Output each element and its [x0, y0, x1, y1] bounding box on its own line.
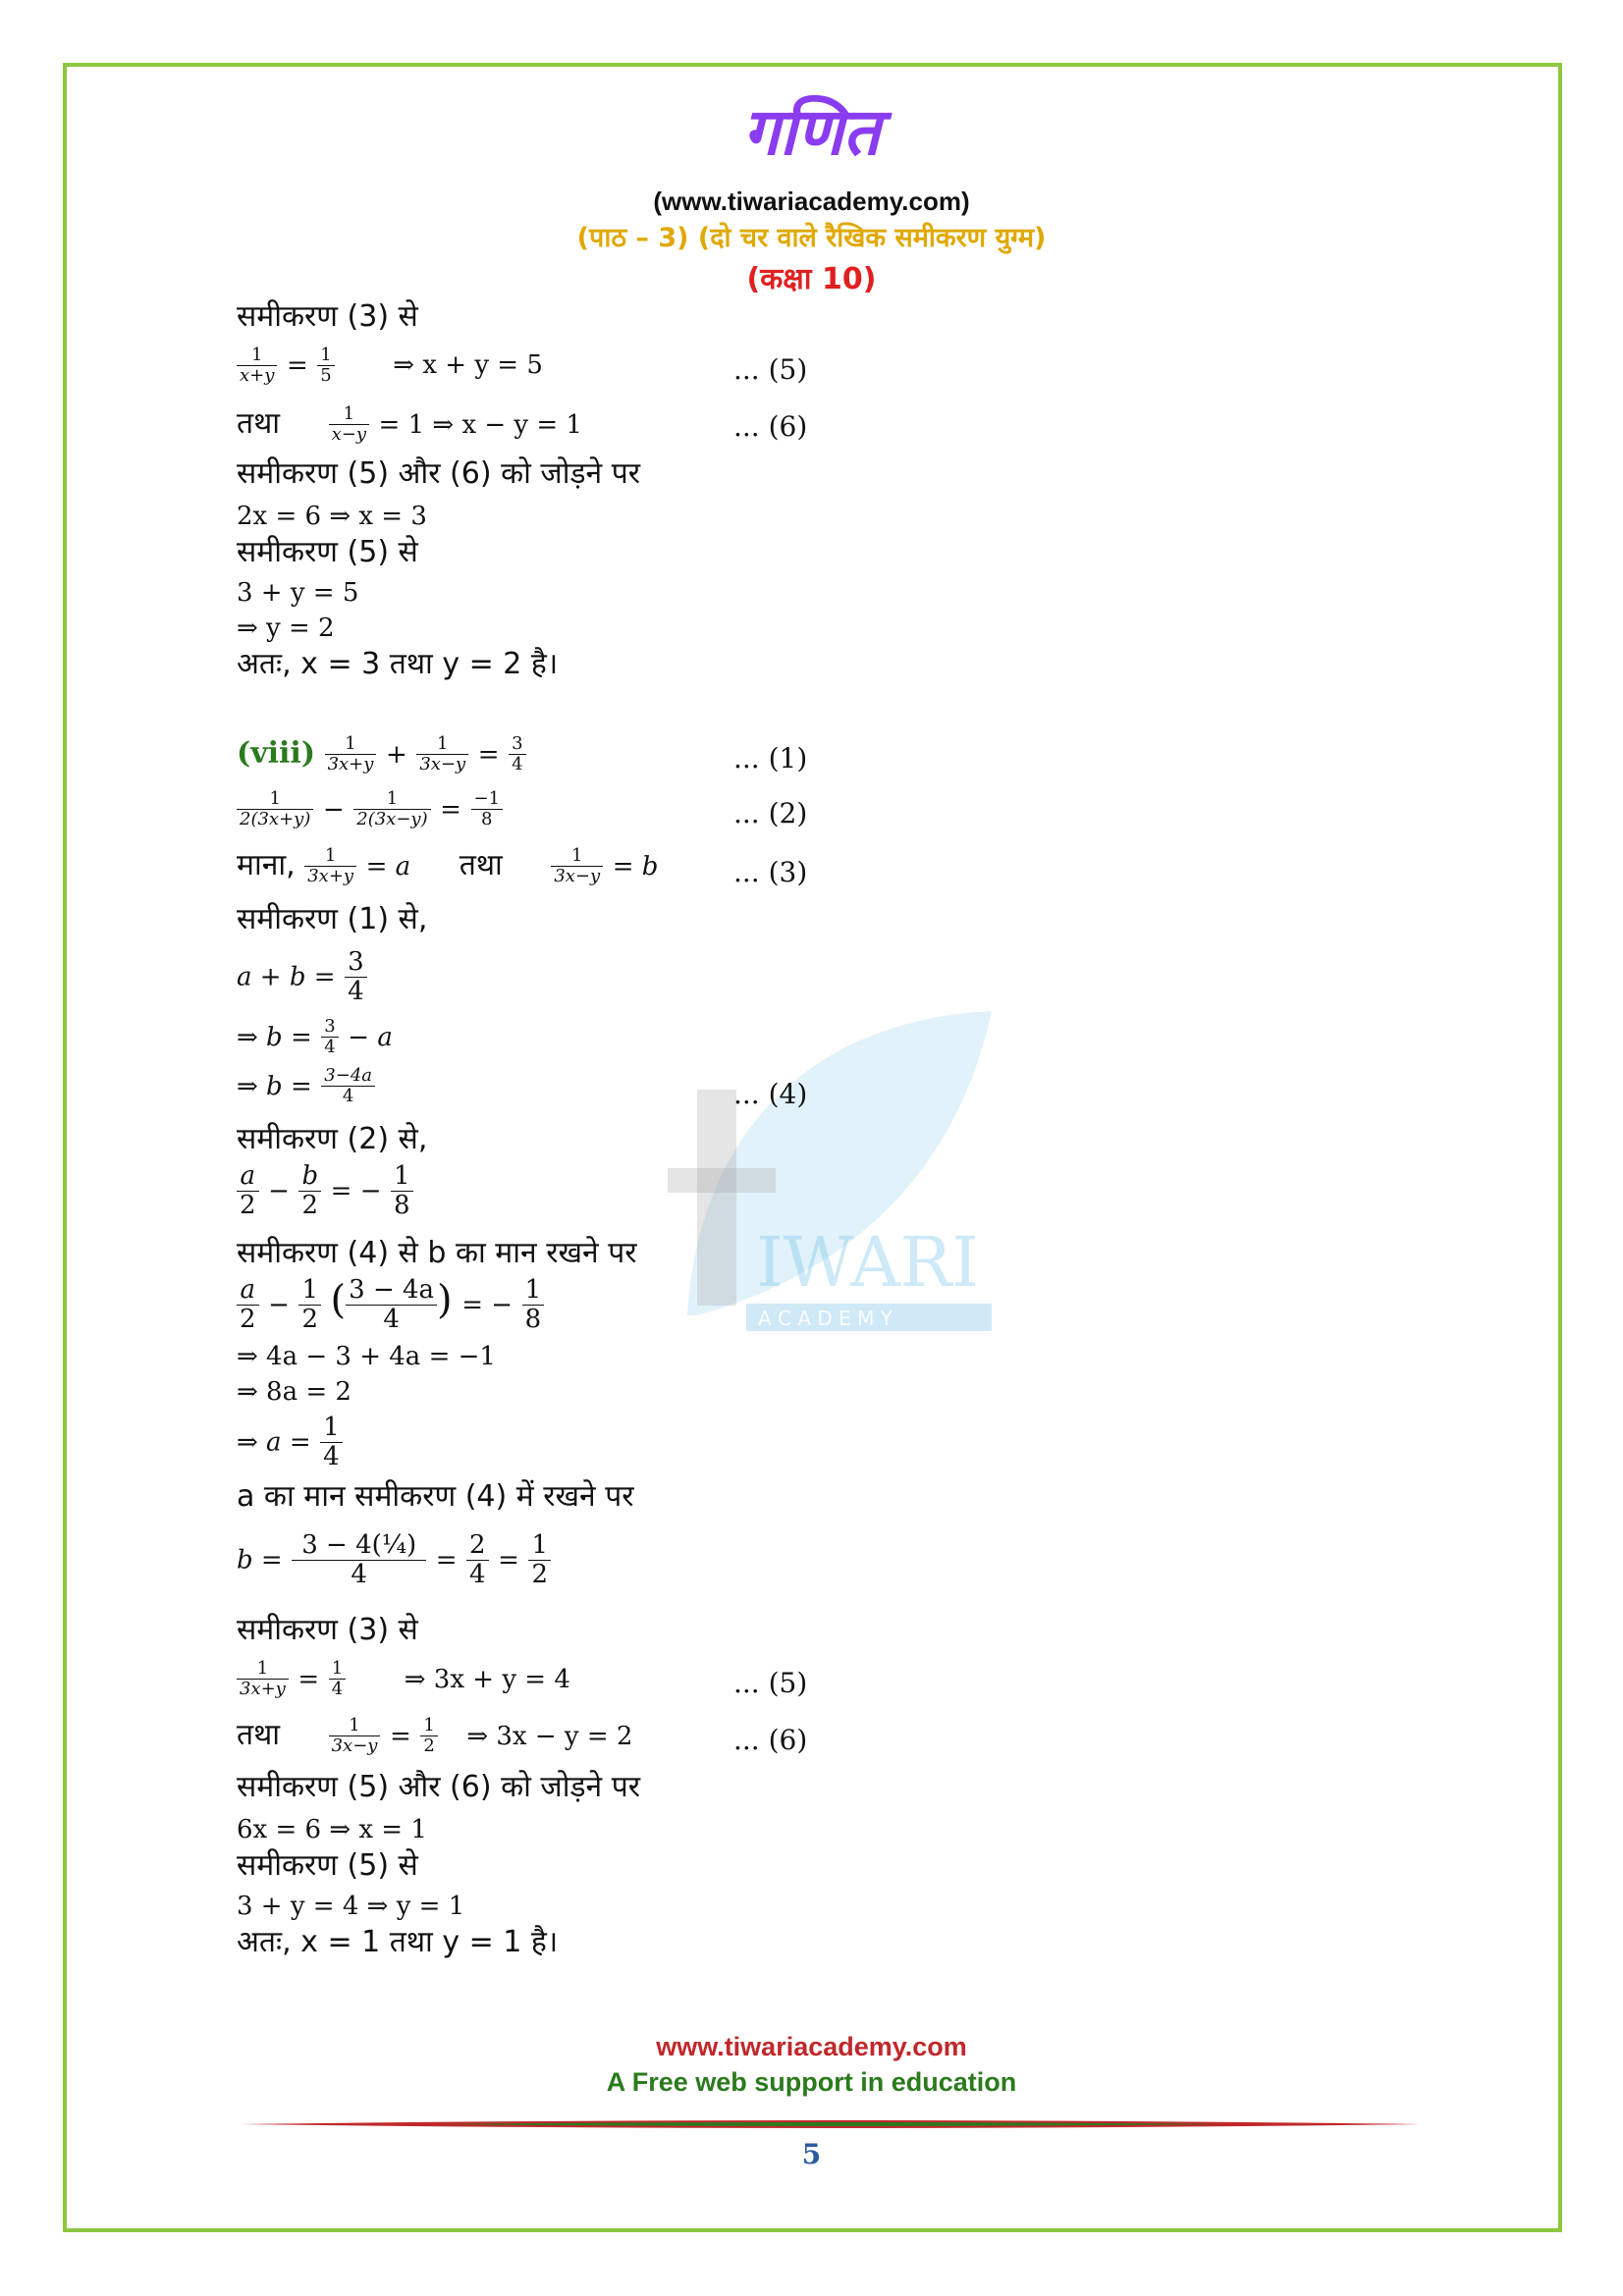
text-line: a का मान समीकरण (4) में रखने पर: [237, 1479, 634, 1514]
text-line: समीकरण (5) और (6) को जोड़ने पर: [237, 1770, 641, 1804]
equation-number: ... (6): [733, 1724, 808, 1756]
equation-number: ... (1): [733, 742, 808, 774]
text-line: 3 + y = 4 ⇒ y = 1: [237, 1892, 465, 1921]
equation-number: ... (4): [733, 1078, 808, 1110]
text-line: समीकरण (5) और (6) को जोड़ने पर: [237, 456, 641, 491]
text-line: समीकरण (5) से: [237, 535, 418, 569]
class-heading: (कक्षा 10): [746, 262, 877, 296]
equation-number: ... (5): [733, 353, 808, 386]
equation-number: ... (5): [733, 1667, 808, 1699]
text-line: ⇒ 8a = 2: [237, 1377, 352, 1407]
text-line: 6x = 6 ⇒ x = 1: [237, 1815, 427, 1844]
equation-number: ... (6): [733, 410, 808, 443]
text-line: समीकरण (4) से b का मान रखने पर: [237, 1236, 637, 1270]
equation-number: ... (3): [733, 856, 808, 888]
text-line: समीकरण (3) से: [237, 299, 418, 334]
question-label: (viii): [237, 735, 316, 771]
text-line: समीकरण (2) से,: [237, 1122, 428, 1156]
text-line: अतः, x = 1 तथा y = 1 है।: [237, 1925, 559, 1959]
text-line: ⇒ y = 2: [237, 614, 335, 643]
header-site-link[interactable]: (www.tiwariacademy.com): [653, 187, 970, 216]
text-line: 3 + y = 5: [237, 578, 359, 608]
text-line: ⇒ 4a − 3 + 4a = −1: [237, 1342, 496, 1371]
tiwari-watermark-logo: [628, 972, 1001, 1345]
page-title: गणित: [742, 94, 881, 170]
text-line: अतः, x = 3 तथा y = 2 है।: [237, 647, 559, 681]
footer-site-link[interactable]: www.tiwariacademy.com: [656, 2032, 967, 2061]
equation-number: ... (2): [733, 797, 808, 829]
watermark-subtext: A C A D E M Y: [758, 1307, 893, 1330]
text-line: समीकरण (5) से: [237, 1848, 418, 1883]
text-line: समीकरण (1) से,: [237, 902, 428, 936]
page-number: 5: [801, 2138, 822, 2170]
chapter-heading: (पाठ – 3) (दो चर वाले रैखिक समीकरण युग्म): [576, 223, 1047, 253]
text-line: समीकरण (3) से: [237, 1613, 418, 1647]
footer-divider: [242, 2118, 1420, 2130]
footer-tagline: A Free web support in education: [606, 2067, 1017, 2097]
text-line: 2x = 6 ⇒ x = 3: [237, 502, 427, 531]
watermark-text: IWARI: [756, 1222, 980, 1303]
